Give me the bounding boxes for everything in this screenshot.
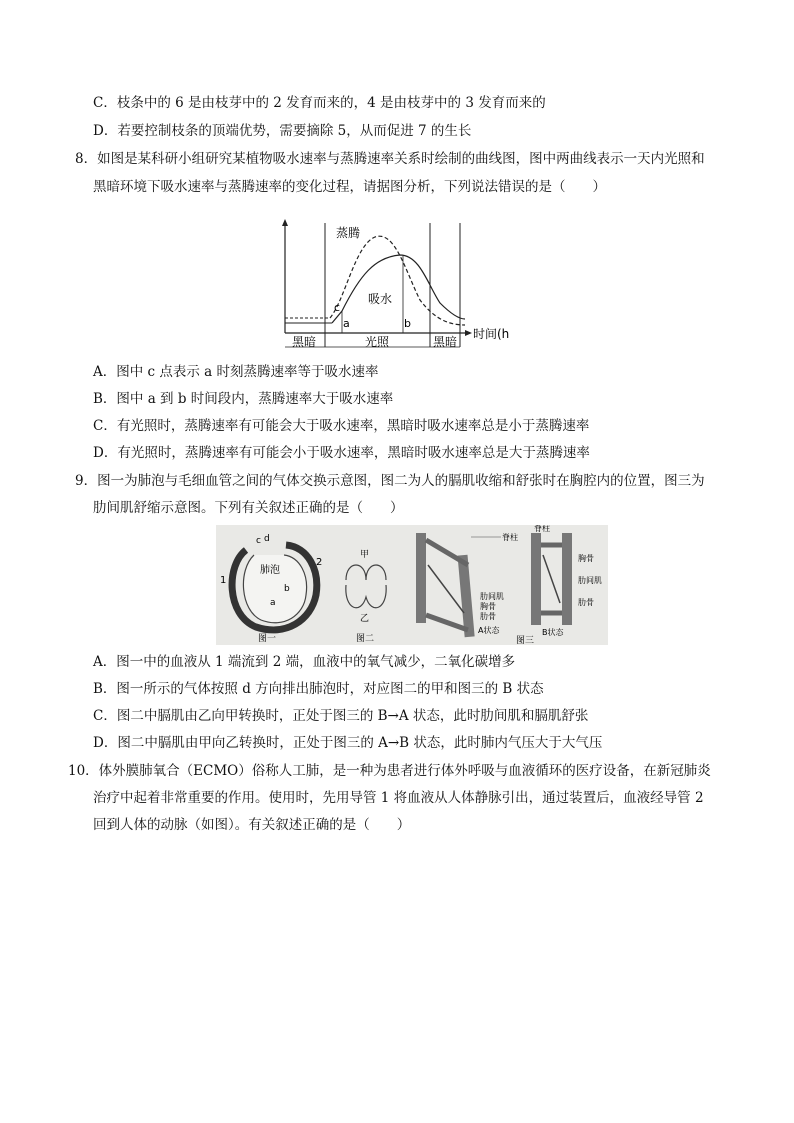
label-absorption: 吸水 [368,292,393,306]
label-transpiration: 蒸腾 [336,226,361,240]
spine-b [531,533,541,625]
prev-option-c: C．枝条中的 6 是由枝芽中的 2 发育而来的，4 是由枝芽中的 3 发育而来的 [93,95,546,111]
figure3-state-b [516,525,602,645]
rib-a-top [426,540,468,565]
muscle-a [428,565,464,613]
label-light: 光照 [365,335,390,349]
label-spine-a: 脊柱 [502,533,518,542]
q9-figure-svg [216,525,608,645]
label-spine-b: 脊柱 [534,525,550,533]
spine-a [416,533,426,623]
q9-option-a: A．图一中的血液从 1 端流到 2 端，血液中的氧气减少，二氧化碳增多 [93,654,516,670]
rib-a-bottom [426,615,468,630]
muscle-b [543,555,560,603]
label-alveolus: 肺泡 [260,565,280,576]
label-rib-a: 肋骨 [480,612,496,621]
label-point-c: c [334,301,341,314]
label-time-axis: 时间(h) [473,327,510,341]
label-c: c [256,536,261,546]
label-jia: 甲 [360,550,370,560]
figure3-caption: 图三 [516,636,535,645]
prev-option-d: D．若要控制枝条的顶端优势，需要摘除 5，从而促进 7 的生长 [93,123,472,139]
q9-option-c: C．图二中膈肌由乙向甲转换时，正处于图三的 B→A 状态，此时肋间肌和膈肌舒张 [93,708,589,724]
label-state-a: A状态 [478,626,500,635]
label-d: d [264,534,270,544]
q8-stem-line1: 8．如图是某科研小组研究某植物吸水速率与蒸腾速率关系时绘制的曲线图，图中两曲线表示一天内光照和 [75,151,705,167]
sternum-b [562,533,572,625]
label-b: b [284,584,290,594]
transpiration-curve [330,236,465,325]
absorption-curve [332,255,465,323]
q8-option-b: B．图中 a 到 b 时间段内，蒸腾速率大于吸水速率 [93,391,394,407]
label-point-b: b [404,317,411,330]
q9-figure [216,525,608,645]
label-state-b: B状态 [542,628,564,637]
q9-option-d: D．图二中膈肌由甲向乙转换时，正处于图三的 A→B 状态，此时肺内气压大于大气压 [93,735,603,751]
q10-stem-line3: 回到人体的动脉（如图）。有关叙述正确的是（ ） [93,817,411,833]
q9-option-b: B．图一所示的气体按照 d 方向排出肺泡时，对应图二的甲和图三的 B 状态 [93,681,544,697]
label-sternum-b: 胸骨 [578,554,594,563]
q8-option-c: C．有光照时，蒸腾速率有可能会大于吸水速率，黑暗时吸水速率总是小于蒸腾速率 [93,418,590,434]
label-sternum-a: 胸骨 [480,602,496,611]
label-a: a [270,598,276,608]
figure1-caption: 图一 [258,634,277,644]
y-axis-arrow [282,219,288,226]
label-dark-2: 黑暗 [433,335,458,349]
label-point-a: a [343,317,350,330]
label-2: 2 [316,557,323,568]
q8-stem-line2: 黑暗环境下吸水速率与蒸腾速率的变化过程，请据图分析，下列说法错误的是（ ） [93,179,606,195]
q10-stem-line1: 10．体外膜肺氧合（ECMO）俗称人工肺，是一种为患者进行体外呼吸与血液循环的医疗设备，在新冠肺炎 [68,763,711,779]
diaphragm-jia [346,565,386,580]
q8-figure [270,215,510,355]
figure1-alveolus [220,534,322,644]
label-intercostal-b: 肋间肌 [578,576,602,585]
x-axis-arrow [465,330,472,336]
label-dark-1: 黑暗 [292,335,317,349]
figure2-diaphragm [346,549,386,644]
q8-option-d: D．有光照时，蒸腾速率有可能会小于吸水速率，黑暗时吸水速率总是大于蒸腾速率 [93,445,590,461]
diaphragm-yi [346,585,386,608]
q8-option-a: A．图中 c 点表示 a 时刻蒸腾速率等于吸水速率 [93,364,379,380]
q9-stem-line1: 9．图一为肺泡与毛细血管之间的气体交换示意图，图二为人的膈肌收缩和舒张时在胸腔内的位置，图三为 [75,473,705,489]
q9-stem-line2: 肋间肌舒缩示意图。下列有关叙述正确的是（ ） [93,500,404,516]
label-rib-b: 肋骨 [578,598,594,607]
label-1: 1 [220,575,227,586]
label-intercostal-a: 肋间肌 [480,592,504,601]
q10-stem-line2: 治疗中起着非常重要的作用。使用时，先用导管 1 将血液从人体静脉引出，通过装置后，血液经导管 2 [93,790,704,806]
q8-chart-svg [270,215,510,355]
figure3-state-a [416,532,518,637]
figure2-caption: 图二 [356,634,375,644]
label-yi: 乙 [360,614,370,624]
